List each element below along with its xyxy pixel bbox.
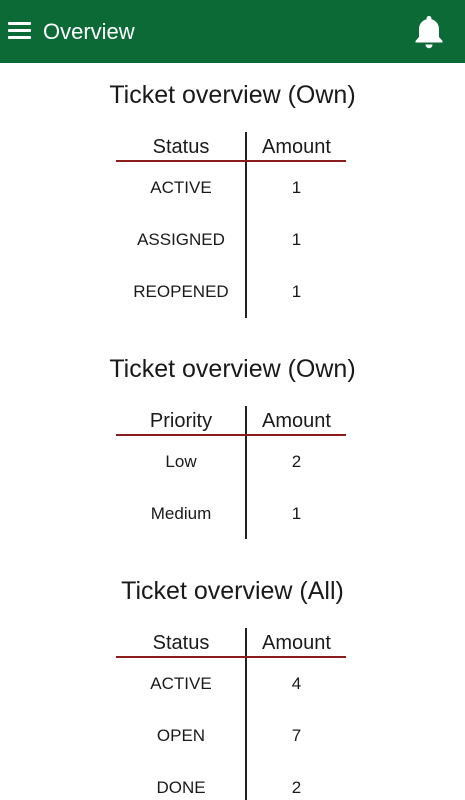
- section-title: Ticket overview (Own): [109, 355, 356, 383]
- table-cell-status: OPEN: [156, 726, 206, 745]
- column-header-amount: Amount: [262, 632, 331, 654]
- table-cell-amount: 7: [291, 726, 302, 745]
- table-cell-priority: Medium: [150, 504, 212, 523]
- column-header-amount: Amount: [262, 136, 331, 158]
- bell-icon[interactable]: [413, 14, 445, 50]
- status-table-all: [116, 628, 346, 800]
- section-title: Ticket overview (All): [121, 577, 344, 605]
- status-table: [116, 132, 346, 318]
- table-cell-status: ASSIGNED: [137, 230, 225, 249]
- table-cell-status: DONE: [156, 778, 206, 797]
- column-header-status: Status: [152, 632, 210, 654]
- table-cell-status: ACTIVE: [150, 674, 212, 693]
- column-header-status: Status: [152, 136, 210, 158]
- table-cell-priority: Low: [165, 452, 197, 471]
- table-cell-amount: 1: [291, 178, 302, 197]
- hamburger-menu-icon[interactable]: [8, 22, 32, 40]
- table-cell-amount: 1: [291, 230, 302, 249]
- table-cell-status: REOPENED: [133, 282, 229, 301]
- table-cell-status: ACTIVE: [150, 178, 212, 197]
- app-bar: [0, 0, 465, 63]
- table-cell-amount: 2: [291, 778, 302, 797]
- priority-table: [116, 406, 346, 539]
- table-cell-amount: 1: [291, 282, 302, 301]
- header-divider: [116, 434, 346, 436]
- header-divider: [116, 656, 346, 658]
- table-cell-amount: 4: [291, 674, 302, 693]
- column-header-amount: Amount: [262, 410, 331, 432]
- table-cell-amount: 1: [291, 504, 302, 523]
- table-cell-amount: 2: [291, 452, 302, 471]
- column-header-priority: Priority: [149, 410, 213, 432]
- header-divider: [116, 160, 346, 162]
- section-title: Ticket overview (Own): [109, 81, 356, 109]
- page-title: Overview: [43, 19, 135, 44]
- overview-content[interactable]: [0, 63, 465, 800]
